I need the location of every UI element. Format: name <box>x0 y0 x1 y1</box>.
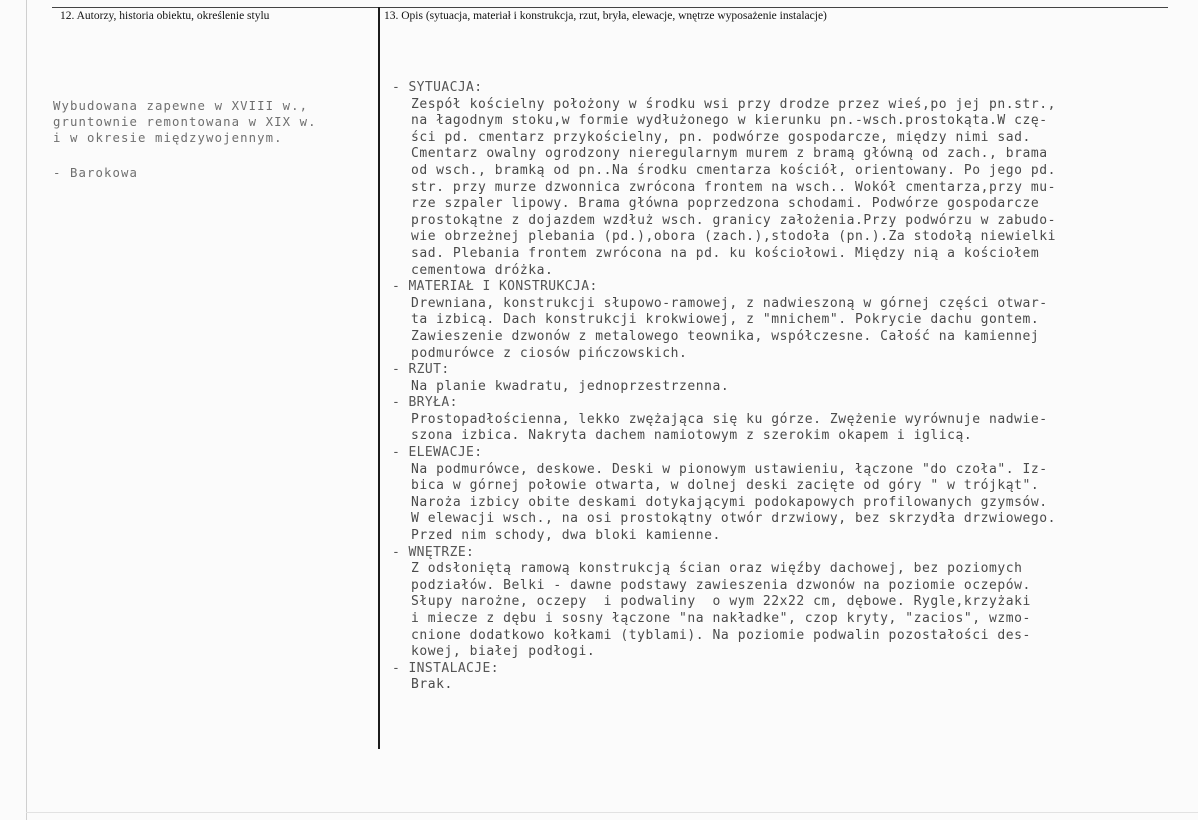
section-body: Brak. <box>411 677 453 693</box>
section-heading: - BRYŁA: <box>392 395 458 411</box>
scan-page-edge <box>26 0 27 820</box>
section-body: Drewniana, konstrukcji słupowo-ramowej, z nadwieszoną w górnej części otwar- ta izbicą. Dach konstrukcji krokwiowej, z "mnichem". Pokrycie dachu gontem. Zawieszenie dzwonów z metalowego teownika, współczesne. Całość na kamiennej podmurówce z ciosów pińczowskich. <box>411 295 1048 361</box>
field-12-header: 12. Autorzy, historia obiektu, określenie stylu <box>60 10 270 22</box>
section-heading: - INSTALACJE: <box>392 660 499 676</box>
section-heading: - MATERIAŁ I KONSTRUKCJA: <box>392 279 598 295</box>
history-text: Wybudowana zapewne w XVIII w., gruntownie remontowana w XIX w. i w okresie międzywojennym. <box>53 99 317 145</box>
section-instalacje <box>392 661 1172 694</box>
section-wnetrze <box>392 545 1172 661</box>
section-body: Na planie kwadratu, jednoprzestrzenna. <box>411 378 730 394</box>
section-rzut <box>392 362 1172 395</box>
section-body: Z odsłoniętą ramową konstrukcją ścian oraz więźby dachowej, bez poziomych podziałów. Belki - dawne podstawy zawieszenia dzwonów na poziomie oczepów. Słupy narożne, oczepy i podwaliny o wym 22x22 cm, dębowe. Rygle,krzyżaki i miecze z dębu i sosny łączone "na nakładke", czop kryty, "zacios", wzmo- cnione dodatkowo kołkami (tyblami). Na poziomie podwalin pozostałości des- kowej, białej podłogi. <box>411 561 1031 660</box>
section-heading: - WNĘTRZE: <box>392 544 475 560</box>
section-body: Na podmurówce, deskowe. Deski w pionowym ustawieniu, łączone "do czoła". Iz- bica w górnej połowie otwarta, w dolnej deski zacięte od góry " w trójkąt". Naroża izbicy obite deskami dotykającymi podokapowych profilowanych gzymsów. W elewacji wsch., na osi prostokątny otwór drzwiowy, bez skrzydła drzwiowego. Przed nim schody, dwa bloki kamienne. <box>411 461 1057 544</box>
column-divider <box>378 7 380 749</box>
section-bryla <box>392 395 1172 445</box>
section-material <box>392 279 1172 362</box>
field-13-header: 13. Opis (sytuacja, materiał i konstrukcja, rzut, bryła, elewacje, wnętrze wyposażenie instalacje) <box>384 10 827 22</box>
form-top-rule <box>52 7 1168 8</box>
section-heading: - SYTUACJA: <box>392 80 483 95</box>
section-heading: - RZUT: <box>392 362 450 378</box>
section-elewacje <box>392 445 1172 545</box>
section-sytuacja <box>392 80 1172 279</box>
description-sections <box>392 80 1172 694</box>
section-heading: - ELEWACJE: <box>392 445 483 461</box>
section-body: Prostopadłościenna, lekko zwężająca się ku górze. Zwężenie wyrównuje nadwie- szona izbica. Nakryta dachem namiotowym z szerokim okapem i iglicą. <box>411 411 1048 444</box>
scan-bottom-edge <box>26 812 1198 813</box>
style-text: - Barokowa <box>53 166 139 180</box>
section-body: Zespół kościelny położony w środku wsi przy drodze przez wieś,po jej pn.str., na łagodnym stoku,w formie wydłużonego w kierunku pn.-wsch.prostokąta.W czę- ści pd. cmentarz przykościelny, pn. podwórze gospodarcze, między nimi sad. Cmentarz owalny ogrodzony nieregularnym murem z bramą główną od zach., brama od wsch., bramką od pn..Na środku cmentarza kościół, orientowany. Po jego pd. str. przy murze dzwonnica zwrócona frontem na wsch.. Wokół cmentarza,przy mu- rze szpaler lipowy. Brama główna poprzedzona schodami. Podwórze gospodarcze prostokątne z dojazdem wzdłuż wsch. granicy założenia.Przy podwórzu w zabudo- wie obrzeżnej plebania (pd.),obora (zach.),stodoła (pn.).Za stodołą niewielki sad. Plebania frontem zwrócona na pd. ku kościołowi. Między nią a kościołem cementowa dróżka. <box>411 96 1057 278</box>
